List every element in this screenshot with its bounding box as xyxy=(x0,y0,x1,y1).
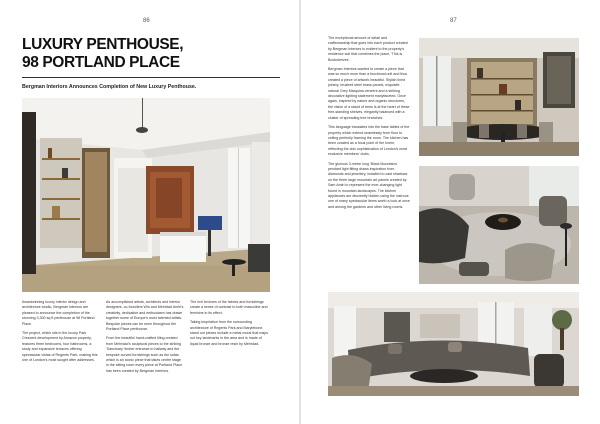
left-page xyxy=(0,0,299,424)
living-room-photo xyxy=(22,98,270,292)
article-title xyxy=(22,36,282,72)
paragraph: Taking inspiration from the surrounding architecture of Regents Park and Marylebone, stand out pieces include a metal mural that maps out key landmarks in the area and is made of liquid bronze and bronze resin by Mehrdad. xyxy=(190,320,269,346)
page-number-left: 86 xyxy=(143,18,150,24)
paragraph: The project, which sits in the luxury Park Crescent development by Amazon property, features three bedrooms, four bathrooms, a study and expansive terraces offering spectacular vistas of Regents Park, making this one of London's most sought after addresses. xyxy=(22,331,98,363)
title-line-2: 98 PORTLAND PLACE xyxy=(22,54,180,71)
paragraph: Bergman Interiors wanted to create a piece that was so much more than a functional unit and thus created a piece of artwork beautiful. Stylish lined joinery, brushed steel brass panels, exquisite natural Grey Marquina veneers and a striking decorative lighting statement manyfaceted. Once again, inspired by nature and organic structures, the vision of a stand of trees is at the heart of these free-standing shelves, elegantly balanced with a cluster of spreading tree branches. xyxy=(328,67,410,120)
dining-room-photo xyxy=(419,38,579,156)
right-page xyxy=(301,0,600,424)
left-text-column-2 xyxy=(106,300,184,378)
lounge-photo xyxy=(419,166,579,284)
paragraph: This language translates into the base tables of the property which extend seamlessly from floor to ceiling perfectly framing the room. The kitchen has been curated as a focal point of the home, reflecting the chic sophistication of London's most exclusive members' clubs. xyxy=(328,125,410,157)
sitting-room-photo xyxy=(328,292,579,396)
title-divider xyxy=(22,77,280,78)
paragraph: The exceptional amount of detail and craftsmanship that goes into each product created by Bergman Interiors is evident to the property's residence suit that combines the place, 'This is Bookshelves'. xyxy=(328,36,408,62)
title-line-1: LUXURY PENTHOUSE, xyxy=(22,36,184,53)
paragraph: As accomplished artists, architects and interior designers, co-founders Win and Mehrdad Amiri's creativity, dedication and enthusiasm has drawn together some of Europe's most talented artists. Bespoke pieces can be seen throughout the Portland Place penthouse. xyxy=(106,300,184,332)
left-text-column-3 xyxy=(190,300,270,351)
paragraph: The rich textures of the fabrics and furnishings create a sense of contrast to both masculine and feminine in its effect. xyxy=(190,300,268,315)
paragraph: Awardwinning luxury interior design and architecture studio, Bergman Interiors are pleased to announce the completion of the stunning 3,300 sq ft penthouse at 98 Portland Place. xyxy=(22,300,95,326)
left-text-column-1 xyxy=(22,300,100,367)
right-text-column xyxy=(328,36,410,214)
paragraph: From the beautiful hand-crafted tiling created from Mehrdad's sculptural pieces to the striking 'Sanctuary' timber entrance in hallway and the bespoke curved furnishings such as the sofas which is an iconic piece that takes centre stage in the sitting room every piece at Portland Place has been created by Bergman Interiors. xyxy=(106,336,183,373)
paragraph: The glorious 3-metre long 'Black Mountains' pendant light fitting draws inspiration from diamonds and jewellery, installed to cast shadows on the three large mountain art panels created by Sam Amiri to represent the ever-changing light found in mountain landscapes. The kitchen appliances are discreetly hidden using the lustrous one of many spectacular items worth a look at once and among the gardens and other living rooms. xyxy=(328,161,410,209)
page-number-right: 87 xyxy=(450,18,457,24)
article-subtitle: Bergman Interiors Announces Completion of New Luxury Penthouse. xyxy=(22,84,197,90)
